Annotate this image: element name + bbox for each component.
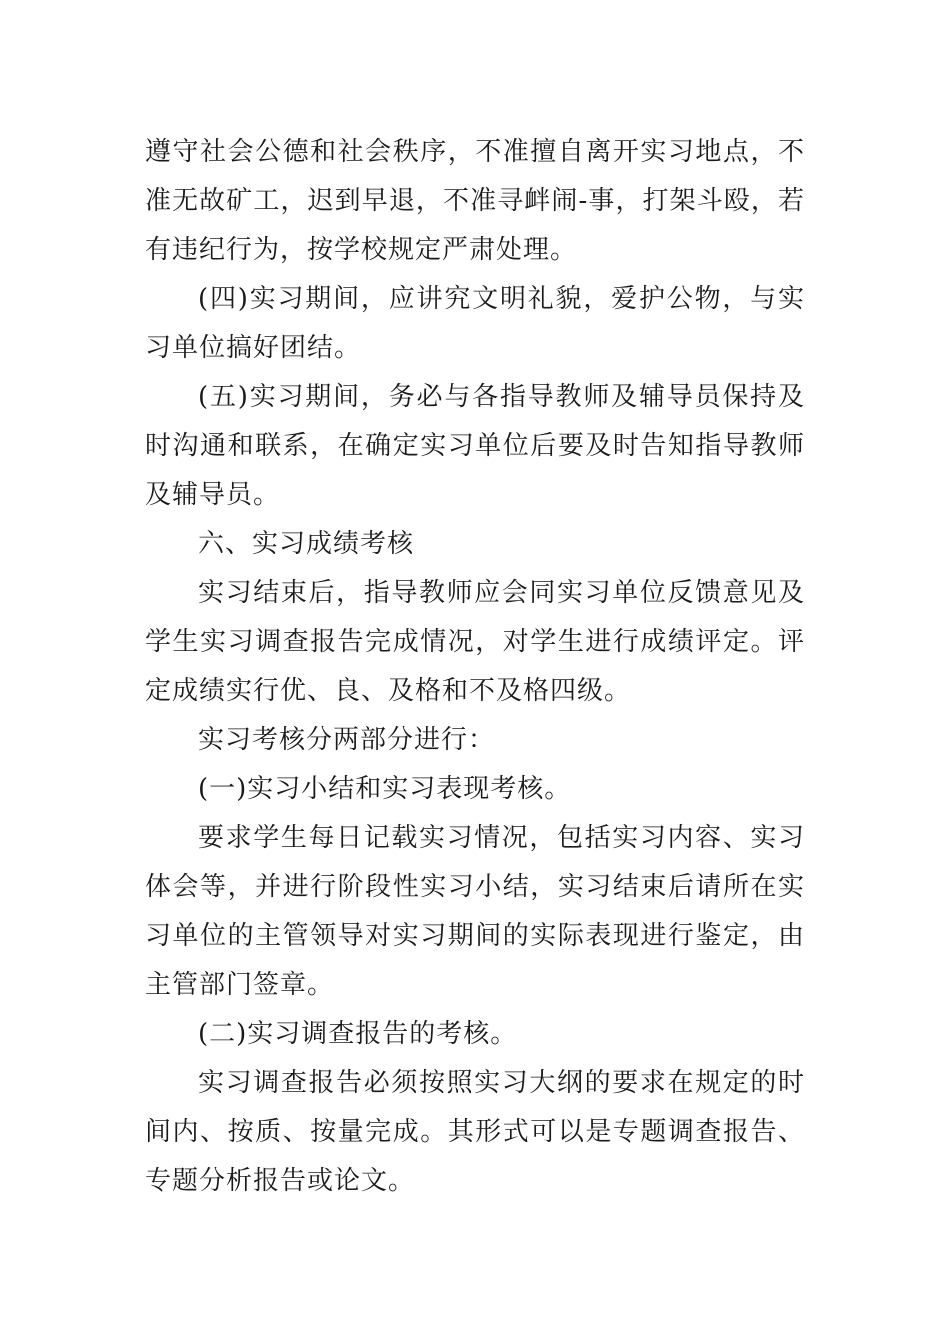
subheading-2: (二)实习调查报告的考核。 [198, 1019, 518, 1049]
subheading-1: (一)实习小结和实习表现考核。 [198, 774, 572, 804]
paragraph-2: (四)实习期间，应讲究文明礼貌，爱护公物，与实习单位搞好团结。 [145, 284, 805, 363]
paragraph-10: 实习调查报告必须按照实习大纲的要求在规定的时间内、按质、按量完成。其形式可以是专题调查报告、专题分析报告或论文。 [145, 1068, 805, 1196]
paragraph-3: (五)实习期间，务必与各指导教师及辅导员保持及时沟通和联系，在确定实习单位后要及时告知指导教师及辅导员。 [145, 382, 805, 510]
section-heading: 六、实习成绩考核 [198, 529, 415, 559]
document-body [145, 128, 805, 1206]
paragraph-1: 遵守社会公德和社会秩序，不准擅自离开实习地点，不准无故矿工，迟到早退，不准寻衅闹-事，打架斗殴，若有违纪行为，按学校规定严肃处理。 [145, 137, 805, 265]
paragraph-6: 实习考核分两部分进行： [198, 725, 496, 755]
paragraph-5: 实习结束后，指导教师应会同实习单位反馈意见及学生实习调查报告完成情况，对学生进行成绩评定。评定成绩实行优、良、及格和不及格四级。 [145, 578, 805, 706]
paragraph-8: 要求学生每日记载实习情况，包括实习内容、实习体会等，并进行阶段性实习小结，实习结束后请所在实习单位的主管领导对实习期间的实际表现进行鉴定，由主管部门签章。 [145, 823, 805, 1000]
